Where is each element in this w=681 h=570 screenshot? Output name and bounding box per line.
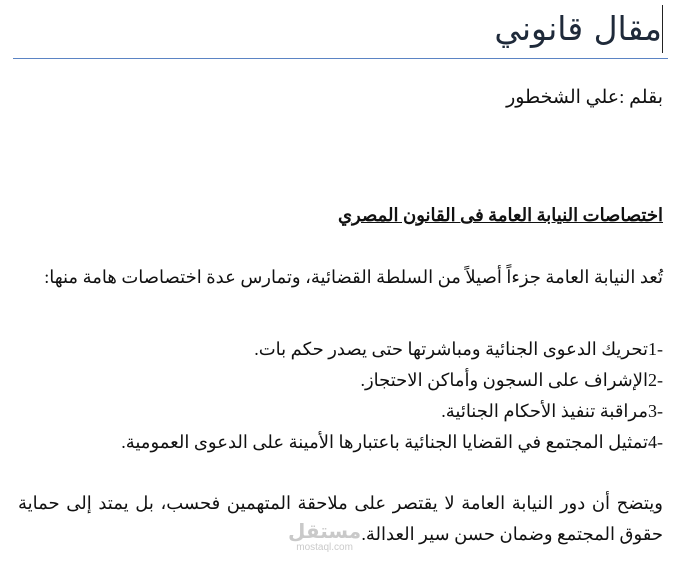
author-line: بقلم :علي الشخطور (506, 87, 663, 108)
list-item: -4تمثيل المجتمع في القضايا الجنائية باعتبارها الأمينة على الدعوى العمومية. (121, 432, 663, 452)
article-heading: اختصاصات النيابة العامة فى القانون المصري (337, 205, 663, 225)
page-title: مقال قانوني (494, 9, 662, 48)
title-divider (13, 58, 668, 59)
watermark-logo: مستقل (288, 519, 362, 543)
conclusion-paragraph: ويتضح أن دور النيابة العامة لا يقتصر على ملاحقة المتهمين فحسب، بل يمتد إلى حماية حقوق المجتمع وضمان حسن سير العدالة. (18, 493, 663, 544)
list-item: -2الإشراف على السجون وأماكن الاحتجاز. (360, 370, 663, 390)
text-cursor (662, 5, 663, 53)
watermark (288, 520, 361, 554)
watermark-url: mostaql.com (296, 542, 353, 553)
title-block (494, 4, 663, 54)
intro-paragraph: تُعد النيابة العامة جزءاً أصيلاً من السلطة القضائية، وتمارس عدة اختصاصات هامة منها: (44, 267, 663, 287)
list-item: -1تحريك الدعوى الجنائية ومباشرتها حتى يصدر حكم بات. (254, 339, 663, 359)
duties-list (18, 334, 663, 458)
list-item: -3مراقبة تنفيذ الأحكام الجنائية. (441, 401, 663, 421)
